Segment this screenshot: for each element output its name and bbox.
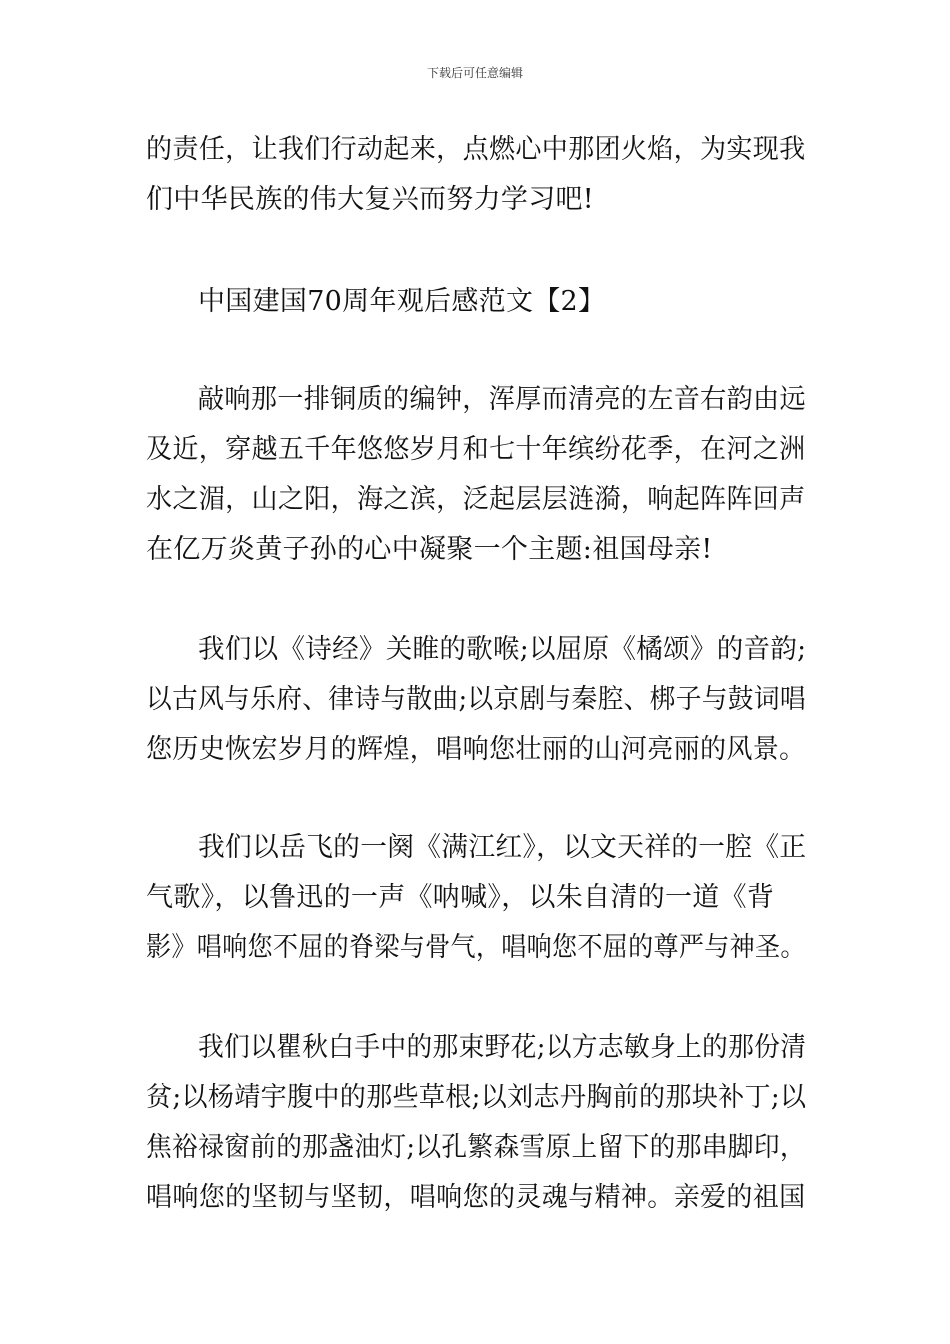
text-line: 气歌》，以鲁迅的一声《呐喊》，以朱自清的一道《背 (146, 882, 775, 913)
text-line: 我们以岳飞的一阕《满江红》，以文天祥的一腔《正 (198, 832, 807, 863)
text-line: 唱响您的坚韧与坚韧，唱响您的灵魂与精神。亲爱的祖国 (146, 1182, 806, 1213)
text-line: 的责任，让我们行动起来，点燃心中那团火焰，为实现我 (146, 134, 806, 165)
text-line: 水之湄，山之阳，海之滨，泛起层层涟漪，响起阵阵回声 (146, 484, 806, 515)
text-line: 敲响那一排铜质的编钟，浑厚而清亮的左音右韵由远 (198, 384, 806, 415)
text-line: 我们以瞿秋白手中的那束野花;以方志敏身上的那份清 (198, 1032, 807, 1063)
text-line: 在亿万炎黄子孙的心中凝聚一个主题:祖国母亲! (146, 534, 713, 565)
section-title: 中国建国70周年观后感范文【2】 (198, 286, 606, 317)
text-line: 及近，穿越五千年悠悠岁月和七十年缤纷花季，在河之洲 (146, 434, 806, 465)
page-header: 下载后可任意编辑 (426, 66, 523, 80)
text-line: 您历史恢宏岁月的辉煌，唱响您壮丽的山河亮丽的风景。 (146, 734, 806, 765)
text-line: 我们以《诗经》关睢的歌喉;以屈原《橘颂》的音韵; (198, 634, 807, 665)
text-line: 焦裕禄窗前的那盏油灯;以孔繁森雪原上留下的那串脚印， (146, 1132, 806, 1163)
text-line: 影》唱响您不屈的脊梁与骨气，唱响您不屈的尊严与神圣。 (146, 932, 806, 963)
text-line: 们中华民族的伟大复兴而努力学习吧! (146, 184, 594, 215)
text-line: 以古风与乐府、律诗与散曲;以京剧与秦腔、梆子与鼓词唱 (146, 684, 806, 715)
text-line: 贫;以杨靖宇腹中的那些草根;以刘志丹胸前的那块补丁;以 (146, 1082, 807, 1113)
